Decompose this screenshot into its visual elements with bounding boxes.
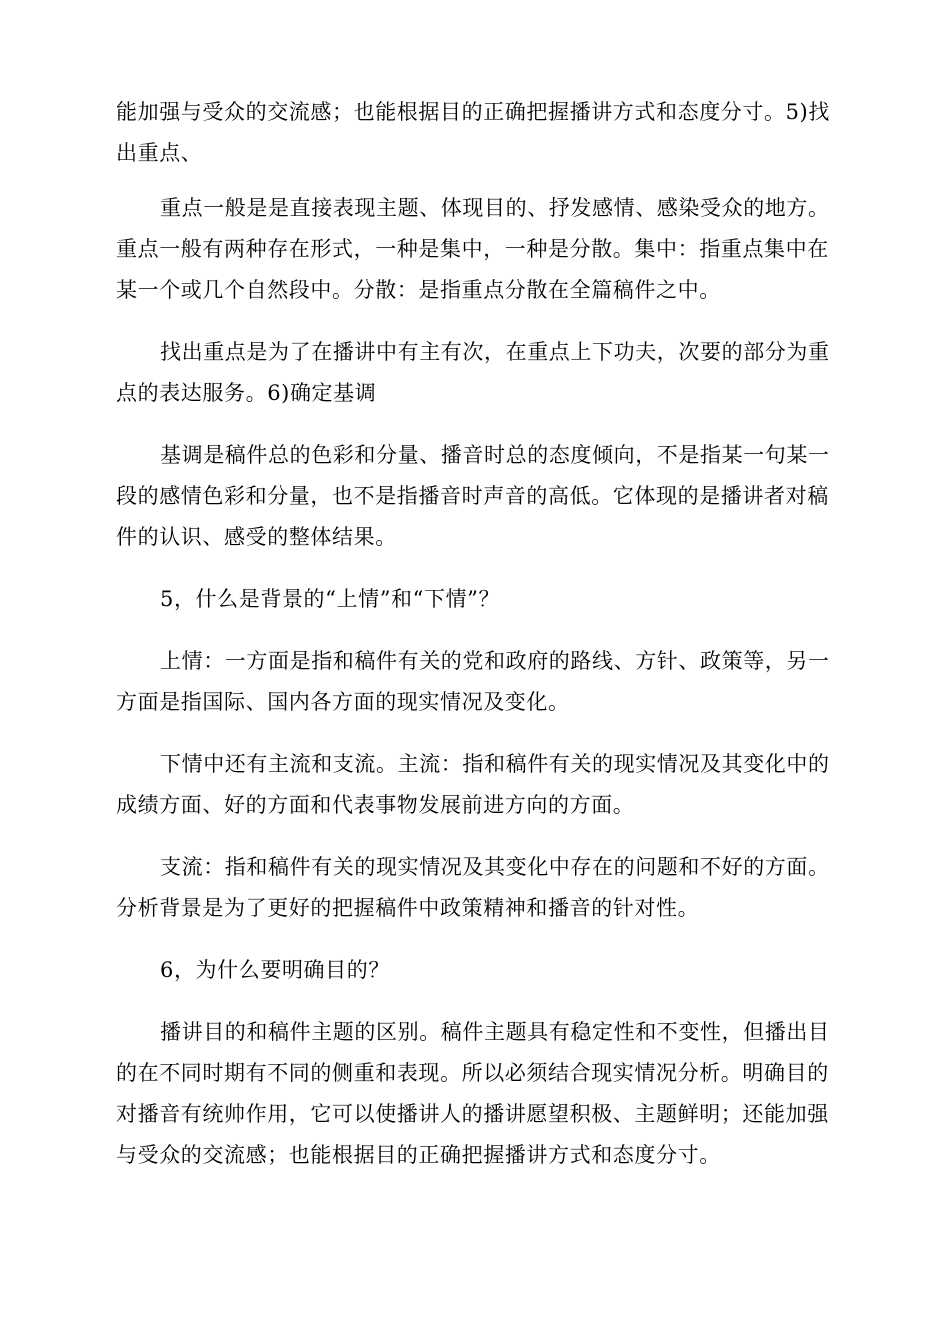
document-body <box>116 92 836 1197</box>
paragraph-1: 能加强与受众的交流感；也能根据目的正确把握播讲方式和态度分寸。5)找出重点、 <box>116 100 830 165</box>
paragraph-2: 重点一般是是直接表现主题、体现目的、抒发感情、感染受众的地方。重点一般有两种存在形式，一种是集中，一种是分散。集中：指重点集中在某一个或几个自然段中。分散：是指重点分散在全篇稿件之中。 <box>116 196 830 302</box>
question-heading-6: 6，为什么要明确目的？ <box>160 958 390 982</box>
paragraph-8: 支流：指和稿件有关的现实情况及其变化中存在的问题和不好的方面。分析背景是为了更好的把握稿件中政策精神和播音的针对性。 <box>116 855 830 920</box>
question-heading-5: 5，什么是背景的“上情”和“下情”？ <box>160 587 501 611</box>
paragraph-10: 播讲目的和稿件主题的区别。稿件主题具有稳定性和不变性，但播出目的在不同时期有不同的侧重和表现。所以必须结合现实情况分析。明确目的对播音有统帅作用，它可以使播讲人的播讲愿望积极、主题鲜明；还能加强与受众的交流感；也能根据目的正确把握播讲方式和态度分寸。 <box>116 1020 830 1167</box>
paragraph-3: 找出重点是为了在播讲中有主有次，在重点上下功夫，次要的部分为重点的表达服务。6)确定基调 <box>116 340 830 405</box>
paragraph-7: 下情中还有主流和支流。主流：指和稿件有关的现实情况及其变化中的成绩方面、好的方面和代表事物发展前进方向的方面。 <box>116 752 830 817</box>
paragraph-6: 上情：一方面是指和稿件有关的党和政府的路线、方针、政策等，另一方面是指国际、国内各方面的现实情况及变化。 <box>116 649 830 714</box>
paragraph-4: 基调是稿件总的色彩和分量、播音时总的态度倾向，不是指某一句某一段的感情色彩和分量，也不是指播音时声音的高低。它体现的是播讲者对稿件的认识、感受的整体结果。 <box>116 443 830 549</box>
